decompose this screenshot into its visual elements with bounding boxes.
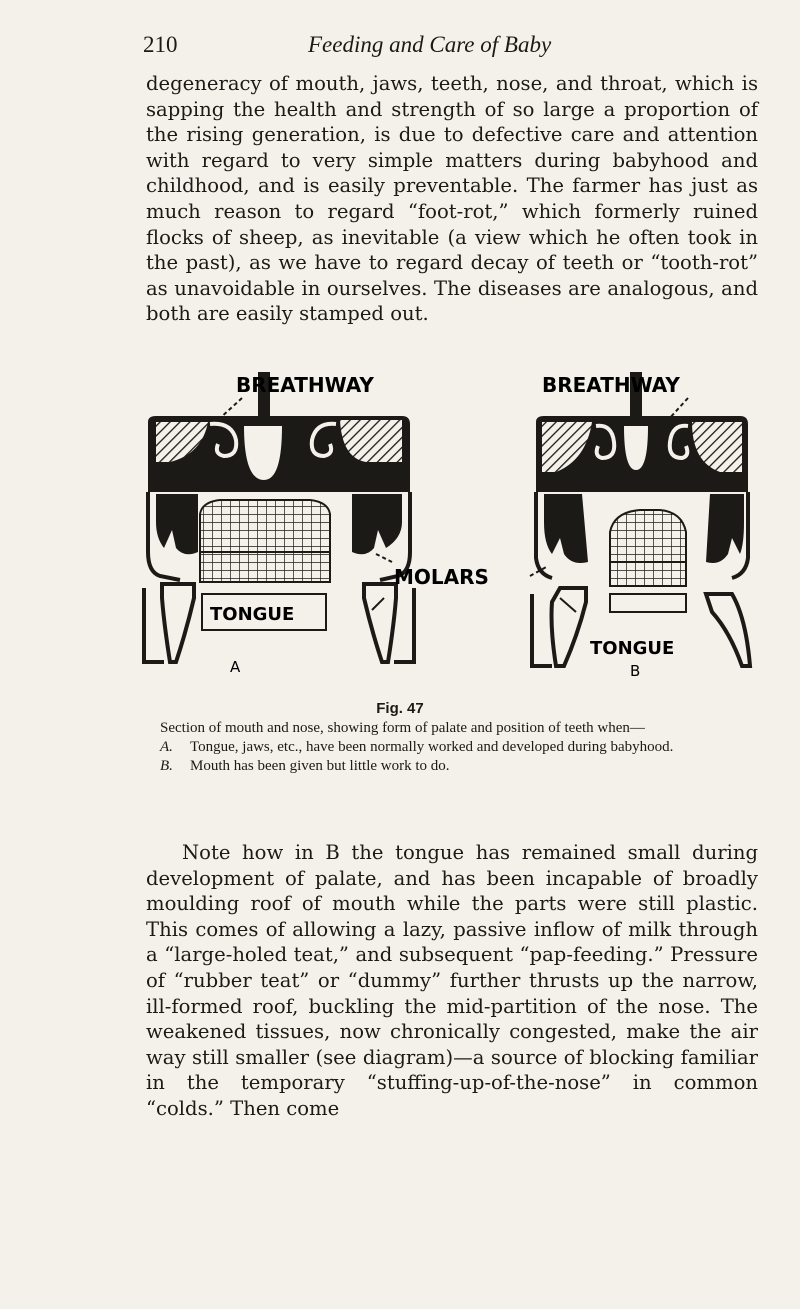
caption-text: Section of mouth and nose, showing form of palate and position of teeth when—	[160, 720, 645, 736]
paragraph-1: degeneracy of mouth, jaws, teeth, nose, and throat, which is sapping the health and strength of so large a proportion of the rising generation, is due to defective care and attention with regard to very simple matters during babyhood and childhood, and is easily preventable. The farmer has just as much reason to regard “foot-rot,” which formerly ruined flocks of sheep, as inevitable (a view which he often took in the past), as we have to regard decay of teeth or “tooth-rot” as unavoidable in ourselves. The diseases are analogous, and both are easily stamped out.	[146, 72, 758, 326]
breathway-label-a: BREATHWAY	[236, 373, 374, 397]
lower-molar-right-b	[706, 594, 750, 666]
mouth-section-diagram	[140, 362, 760, 692]
diagram-a	[144, 372, 414, 676]
figure-label: Fig. 47	[376, 700, 424, 717]
upper-molar-right-b	[706, 494, 744, 563]
caption-item-a-letter: A.	[160, 739, 173, 755]
caption-item-b-text: Mouth has been given but little work to do.	[190, 758, 450, 774]
palate-grid-b	[610, 510, 686, 562]
tongue-label-a: TONGUE	[210, 604, 295, 625]
upper-molar-right-a	[352, 494, 402, 554]
figure-47-diagram	[140, 362, 760, 692]
upper-molar-left-a	[156, 494, 198, 554]
page-number: 210	[143, 32, 178, 57]
diagram-b	[530, 372, 750, 680]
caption-item-b-letter: B.	[160, 758, 173, 774]
page-header	[0, 28, 800, 64]
caption-item-a-text: Tongue, jaws, etc., have been normally worked and developed during babyhood.	[190, 739, 674, 755]
breathway-label-b: BREATHWAY	[542, 373, 680, 397]
figure-caption	[146, 719, 758, 776]
lower-molar-left-a	[162, 584, 194, 662]
diagram-letter-a: A	[230, 658, 241, 676]
caption-item-b	[146, 757, 758, 776]
palate-grid-a	[200, 500, 330, 552]
upper-molar-left-b	[544, 494, 588, 563]
tongue-label-b: TONGUE	[590, 638, 675, 659]
diagram-letter-b: B	[630, 662, 641, 680]
lower-molar-left-b	[552, 588, 587, 666]
paragraph-2: Note how in B the tongue has remained small during development of palate, and has been incapable of broadly moulding roof of mouth while the parts were still plastic. This comes of allowing a lazy, passive inflow of milk through a “large-holed teat,” and subsequent “pap-feeding.” Pressure of “rubber teat” or “dummy” further thrusts up the narrow, ill-formed roof, buckling the mid-partition of the nose. The weakened tissues, now chronically congested, make the air way still smaller (see diagram)—a source of blocking familiar in the temporary “stuffing-up-of-the-nose” in common “colds.” Then come	[146, 841, 758, 1120]
running-title: Feeding and Care of Baby	[308, 32, 552, 57]
molars-label: MOLARS	[394, 565, 489, 589]
lower-molar-right-a	[364, 584, 396, 662]
caption-item-a	[146, 738, 758, 757]
